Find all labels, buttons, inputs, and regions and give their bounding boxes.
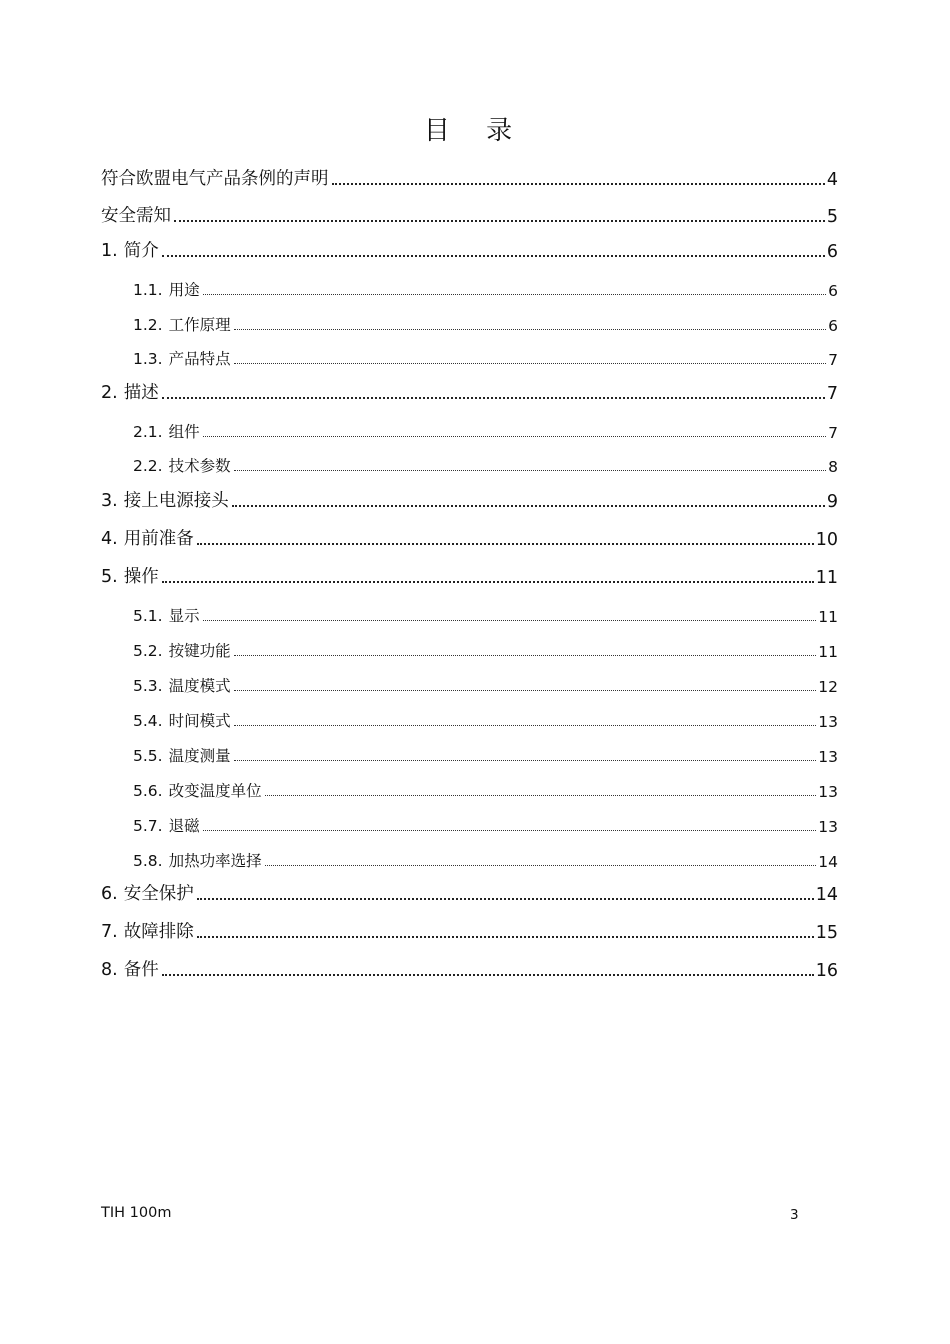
toc-title: 目 录: [423, 116, 527, 146]
toc-subentry[interactable]: [133, 604, 838, 626]
toc-entry-number: 5.4.: [133, 712, 163, 730]
leader-dots: [234, 329, 827, 330]
toc-entry-page: 16: [815, 961, 838, 981]
leader-dots: [265, 795, 817, 796]
toc-entry-label: 温度测量: [168, 747, 231, 765]
leader-dots: [234, 690, 817, 691]
toc-entry[interactable]: [101, 238, 838, 262]
toc-entry-label: 加热功率选择: [168, 852, 262, 870]
leader-dots: [234, 725, 817, 726]
toc-entry-page: 13: [818, 748, 838, 766]
toc-entry-label: 用前准备: [123, 529, 194, 549]
toc-entry-number: 5.: [101, 567, 118, 587]
toc-subentry[interactable]: [133, 709, 838, 731]
toc-entry-label: 显示: [168, 607, 200, 625]
leader-dots: [162, 974, 814, 976]
toc-entry-number: 2.2.: [133, 457, 163, 475]
footer-page-number: 3: [790, 1207, 799, 1223]
leader-dots: [197, 543, 814, 545]
toc-entry-page: 8: [828, 458, 838, 476]
leader-dots: [234, 470, 827, 471]
leader-dots: [197, 898, 814, 900]
toc-entry-label: 按键功能: [168, 642, 231, 660]
toc-entry-number: 1.: [101, 241, 118, 261]
toc-entry-page: 13: [818, 783, 838, 801]
leader-dots: [232, 505, 825, 507]
toc-entry-page: 15: [815, 923, 838, 943]
toc-entry-number: 1.3.: [133, 350, 163, 368]
toc-entry-label: 工作原理: [168, 316, 231, 334]
toc-entry-label: 组件: [168, 423, 200, 441]
toc-subentry[interactable]: [133, 814, 838, 836]
toc-entry-page: 7: [826, 384, 838, 404]
toc-entry-number: 5.8.: [133, 852, 163, 870]
toc-entry-number: 3.: [101, 491, 118, 511]
toc-entry-label: 简介: [123, 241, 159, 261]
toc-entry-number: 2.1.: [133, 423, 163, 441]
leader-dots: [265, 865, 817, 866]
toc-entry-page: 9: [826, 492, 838, 512]
toc-entry-label: 改变温度单位: [168, 782, 262, 800]
toc-subentry[interactable]: [133, 420, 838, 442]
toc-entry-label: 技术参数: [168, 457, 231, 475]
toc-entry-label: 用途: [168, 281, 200, 299]
leader-dots: [234, 363, 827, 364]
toc-subentry[interactable]: [133, 347, 838, 369]
footer-product-name: TIH 100m: [101, 1205, 172, 1221]
toc-entry-number: 4.: [101, 529, 118, 549]
toc-entry-page: 11: [818, 643, 838, 661]
toc-entry-number: 5.6.: [133, 782, 163, 800]
toc-entry-number: 5.7.: [133, 817, 163, 835]
toc-entry[interactable]: [101, 957, 838, 981]
toc-entry-label: 接上电源接头: [123, 491, 229, 511]
toc-entry-page: 4: [826, 170, 838, 190]
toc-subentry[interactable]: [133, 674, 838, 696]
toc-entry[interactable]: [101, 488, 838, 512]
leader-dots: [203, 620, 817, 621]
toc-entry-page: 7: [828, 351, 838, 369]
leader-dots: [174, 220, 825, 222]
toc-subentry[interactable]: [133, 639, 838, 661]
toc-entry-page: 7: [828, 424, 838, 442]
toc-entry-label: 产品特点: [168, 350, 231, 368]
toc-entry-label: 安全需知: [101, 206, 171, 226]
toc-entry-page: 13: [818, 818, 838, 836]
leader-dots: [234, 760, 817, 761]
toc-entry-number: 5.5.: [133, 747, 163, 765]
toc-entry-page: 10: [815, 530, 838, 550]
toc-subentry[interactable]: [133, 278, 838, 300]
leader-dots: [162, 397, 825, 399]
toc-entry-label: 操作: [123, 567, 159, 587]
toc-entry-label: 时间模式: [168, 712, 231, 730]
toc-entry[interactable]: [101, 526, 838, 550]
leader-dots: [197, 936, 814, 938]
toc-entry-label: 故障排除: [123, 922, 194, 942]
toc-entry-label: 备件: [123, 960, 159, 980]
toc-entry-page: 6: [826, 242, 838, 262]
leader-dots: [234, 655, 817, 656]
leader-dots: [203, 830, 817, 831]
toc-entry[interactable]: [101, 919, 838, 943]
toc-entry-number: 7.: [101, 922, 118, 942]
toc-entry-page: 6: [828, 317, 838, 335]
leader-dots: [162, 581, 814, 583]
leader-dots: [203, 294, 827, 295]
toc-subentry[interactable]: [133, 313, 838, 335]
toc-subentry[interactable]: [133, 454, 838, 476]
toc-entry-page: 11: [818, 608, 838, 626]
leader-dots: [162, 255, 825, 257]
toc-entry-label: 符合欧盟电气产品条例的声明: [101, 169, 329, 189]
toc-subentry[interactable]: [133, 744, 838, 766]
toc-entry-label: 描述: [123, 383, 159, 403]
toc-entry-page: 14: [818, 853, 838, 871]
leader-dots: [203, 436, 827, 437]
toc-entry-page: 14: [815, 885, 838, 905]
toc-entry-page: 12: [818, 678, 838, 696]
toc-entry-number: 5.3.: [133, 677, 163, 695]
toc-entry[interactable]: [101, 881, 838, 905]
toc-entry-label: 安全保护: [123, 884, 194, 904]
toc-entry-number: 5.2.: [133, 642, 163, 660]
toc-subentry[interactable]: [133, 779, 838, 801]
toc-entry-number: 1.2.: [133, 316, 163, 334]
toc-entry-page: 11: [815, 568, 838, 588]
toc-entry[interactable]: [101, 203, 838, 227]
toc-entry-page: 13: [818, 713, 838, 731]
toc-entry-label: 温度模式: [168, 677, 231, 695]
toc-subentry[interactable]: [133, 849, 838, 871]
toc-entry-label: 退磁: [168, 817, 200, 835]
toc-entry-number: 1.1.: [133, 281, 163, 299]
toc-entry-number: 6.: [101, 884, 118, 904]
toc-entry-number: 8.: [101, 960, 118, 980]
toc-entry-page: 5: [826, 207, 838, 227]
toc-entry-number: 5.1.: [133, 607, 163, 625]
leader-dots: [332, 183, 825, 185]
toc-entry[interactable]: [101, 166, 838, 190]
toc-entry[interactable]: [101, 564, 838, 588]
toc-entry[interactable]: [101, 380, 838, 404]
toc-entry-number: 2.: [101, 383, 118, 403]
toc-entry-page: 6: [828, 282, 838, 300]
